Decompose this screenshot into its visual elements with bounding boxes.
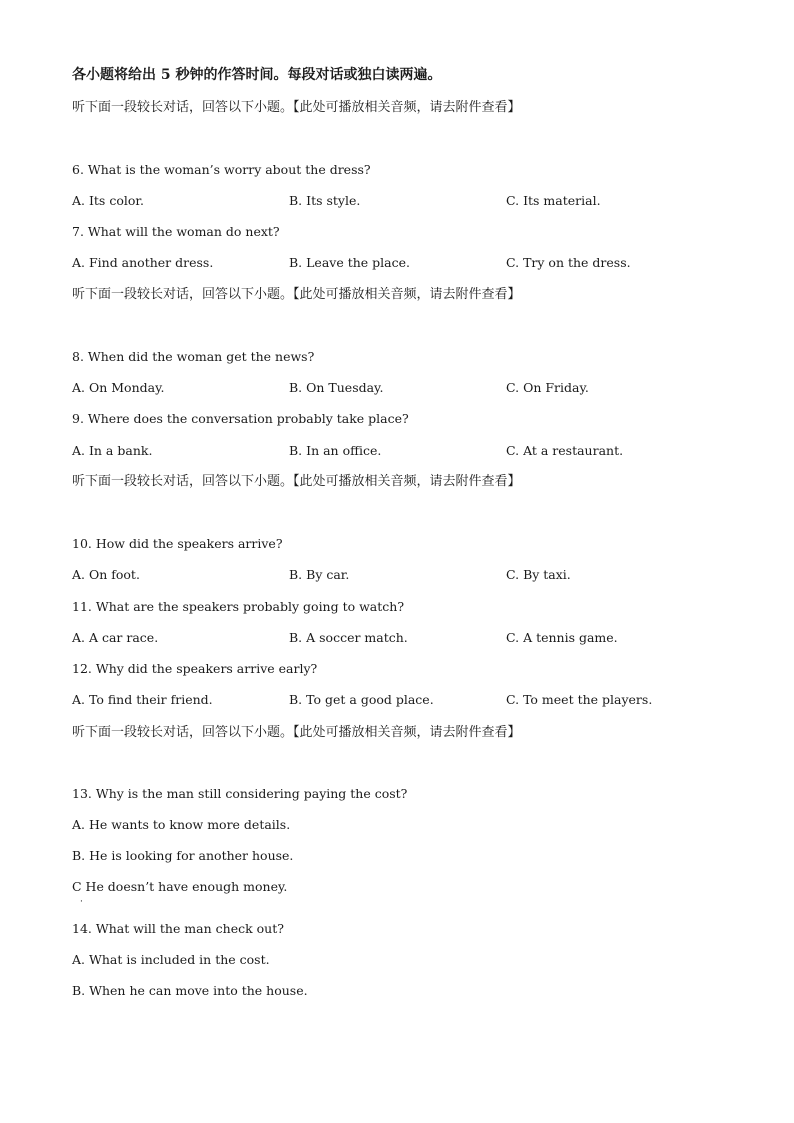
option-8a: A. On Monday.: [72, 380, 165, 395]
option-6a: A. Its color.: [72, 193, 144, 208]
listening-instruction: 听下面一段较长对话，回答以下小题。【此处可播放相关音频，请去附件查看】: [72, 725, 521, 740]
question-7: 7. What will the woman do next?: [72, 224, 280, 239]
option-14b: B. When he can move into the house.: [72, 983, 308, 998]
option-14a: A. What is included in the cost.: [72, 952, 270, 967]
question-12: 12. Why did the speakers arrive early?: [72, 661, 318, 676]
listening-instruction: 听下面一段较长对话，回答以下小题。【此处可播放相关音频，请去附件查看】: [72, 287, 521, 302]
option-8c: C. On Friday.: [506, 380, 589, 395]
option-8b: B. On Tuesday.: [289, 380, 384, 395]
option-9b: B. In an office.: [289, 443, 382, 458]
option-12b: B. To get a good place.: [289, 692, 434, 707]
question-6: 6. What is the woman’s worry about the dress?: [72, 162, 371, 177]
listening-instruction: 听下面一段较长对话，回答以下小题。【此处可播放相关音频，请去附件查看】: [72, 474, 521, 489]
option-9c: C. At a restaurant.: [506, 443, 624, 458]
question-13: 13. Why is the man still considering paying the cost?: [72, 786, 408, 801]
option-11a: A. A car race.: [72, 630, 159, 645]
option-7b: B. Leave the place.: [289, 255, 410, 270]
option-13a: A. He wants to know more details.: [72, 817, 291, 832]
question-8: 8. When did the woman get the news?: [72, 349, 315, 364]
option-6b: B. Its style.: [289, 193, 361, 208]
stray-dot: ·: [80, 897, 83, 907]
option-13b: B. He is looking for another house.: [72, 848, 294, 863]
option-11b: B. A soccer match.: [289, 630, 408, 645]
question-14: 14. What will the man check out?: [72, 921, 284, 936]
listening-instruction: 听下面一段较长对话，回答以下小题。【此处可播放相关音频，请去附件查看】: [72, 100, 521, 115]
option-9a: A. In a bank.: [72, 443, 153, 458]
option-13c: C He doesn’t have enough money.: [72, 879, 288, 894]
question-11: 11. What are the speakers probably going to watch?: [72, 599, 405, 614]
option-11c: C. A tennis game.: [506, 630, 618, 645]
option-7c: C. Try on the dress.: [506, 255, 631, 270]
option-6c: C. Its material.: [506, 193, 601, 208]
option-12a: A. To find their friend.: [72, 692, 213, 707]
option-7a: A. Find another dress.: [72, 255, 214, 270]
option-10a: A. On foot.: [72, 567, 140, 582]
option-10c: C. By taxi.: [506, 567, 571, 582]
question-9: 9. Where does the conversation probably take place?: [72, 411, 409, 426]
option-10b: B. By car.: [289, 567, 350, 582]
option-12c: C. To meet the players.: [506, 692, 653, 707]
section-header: 各小题将给出 5 秒钟的作答时间。每段对话或独白读两遍。: [72, 67, 442, 83]
question-10: 10. How did the speakers arrive?: [72, 536, 283, 551]
